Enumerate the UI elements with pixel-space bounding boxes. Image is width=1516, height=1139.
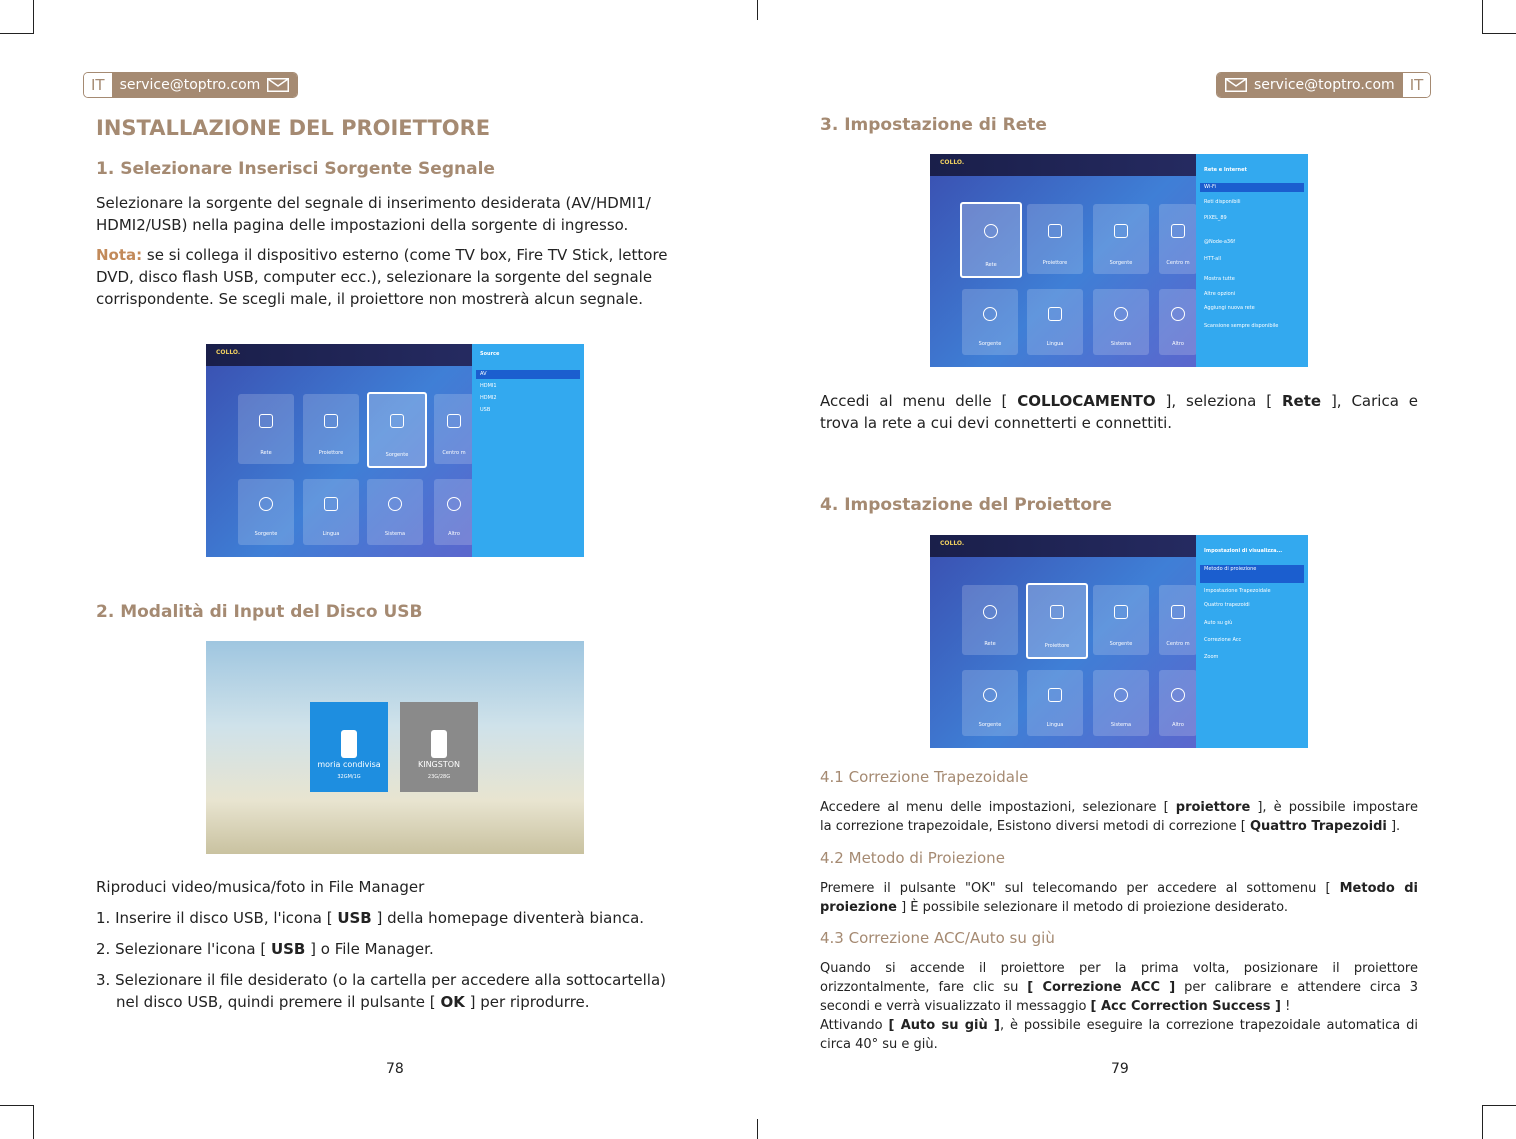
paragraph: Quando si accende il proiettore per la prima volta, posizionare il proiettore orizzontalmente, fare clic su [ Correzione ACC ] per calibrare e attendere circa 3 secondi e verrà visualizzato il messaggio [ Acc Correction Success ] ! Attivando [ Auto su giù ], è possibile eseguire la correzione trapezoidale automatica di circa 40° su e giù. <box>820 961 1418 1052</box>
language-code: IT <box>1403 73 1431 97</box>
source-settings-screenshot: COLLO. Rete Proiettore Sorgente Centro m Sorgente Lingua Sistema Altro Source AV HDMI1 HDMI2 USB <box>206 344 584 557</box>
email-link[interactable] <box>1217 73 1403 97</box>
crop-mark <box>1482 33 1516 34</box>
language-code: IT <box>84 73 112 97</box>
list-item: 3. Selezionare il file desiderato (o la cartella per accedere alla sottocartella) nel disco USB, quindi premere il pulsante [ OK ] per riprodurre. <box>96 971 666 1011</box>
list-intro: Riproduci video/musica/foto in File Manager <box>96 878 425 896</box>
section-heading: 2. Modalità di Input del Disco USB <box>96 602 423 622</box>
usb-drive-icon <box>341 730 357 758</box>
tile-proiettore: Proiettore <box>1026 583 1088 659</box>
envelope-icon <box>1225 78 1247 92</box>
usb-drive-icon <box>431 730 447 758</box>
usb-mode-screenshot <box>206 641 584 854</box>
crop-mark <box>757 1119 758 1139</box>
paragraph: Selezionare la sorgente del segnale di inserimento desiderata (AV/HDMI1/ HDMI2/USB) nella pagina delle impostazioni della sorgente di ingresso. <box>96 194 651 234</box>
tile-lingua: Lingua <box>303 479 359 545</box>
tile-sorgente: Sorgente <box>1093 585 1149 655</box>
list-item: 1. Inserire il disco USB, l'icona [ USB ] della homepage diventerà bianca. <box>96 909 645 927</box>
language-email-badge <box>83 72 298 98</box>
crop-mark <box>1482 1105 1483 1139</box>
crop-mark <box>1482 1105 1516 1106</box>
network-settings-screenshot: COLLO. Rete Proiettore Sorgente Centro m Sorgente Lingua Sistema Altro Rete e Internet Wi-Fi Reti disponibili PIXEL_89 @Node-a36f HTT-all Mostra tutte Altre opzioni Aggiungi nuova rete Scansione sempre disponibile <box>930 154 1308 367</box>
email-address: service@toptro.com <box>119 77 261 93</box>
email-address: service@toptro.com <box>1254 77 1395 93</box>
tile-centro: Centro m <box>1159 585 1197 655</box>
paragraph: Accedere al menu delle impostazioni, selezionare [ proiettore ], è possibile impostare la correzione trapezoidale, Esistono diversi metodi di correzione [ Quattro Trapezoidi ]. <box>820 800 1418 834</box>
tile-sorgente: Sorgente <box>1093 204 1149 274</box>
section-heading: 3. Impostazione di Rete <box>820 115 1047 135</box>
subsection-heading: 4.2 Metodo di Proiezione <box>820 849 1005 867</box>
tile-proiettore: Proiettore <box>303 394 359 464</box>
envelope-icon <box>267 78 289 92</box>
tile-sorgente-2: Sorgente <box>962 670 1018 736</box>
paragraph: Accedi al menu delle [ COLLOCAMENTO ], seleziona [ Rete ], Carica e trova la rete a cui devi connetterti e connettiti. <box>820 392 1418 432</box>
language-email-badge <box>1216 72 1431 98</box>
crop-mark <box>33 1105 34 1139</box>
crop-mark <box>33 0 34 34</box>
page-number: 79 <box>1111 1061 1129 1077</box>
page-title: INSTALLAZIONE DEL PROIETTORE <box>96 116 491 140</box>
tile-rete: Rete <box>238 394 294 464</box>
crop-mark <box>757 0 758 20</box>
crop-mark <box>0 1105 34 1106</box>
paragraph: Premere il pulsante "OK" sul telecomando per accedere al sottomenu [ Metodo di proiezione ] È possibile selezionare il metodo di proiezione desiderato. <box>820 881 1418 915</box>
tile-altro: Altro <box>1159 670 1197 736</box>
crop-mark <box>0 33 34 34</box>
tile-altro: Altro <box>434 479 474 545</box>
tile-sistema: Sistema <box>1093 670 1149 736</box>
tile-lingua: Lingua <box>1027 289 1083 355</box>
section-heading: 1. Selezionare Inserisci Sorgente Segnale <box>96 159 495 179</box>
tile-rete: Rete <box>960 202 1022 278</box>
subsection-heading: 4.1 Correzione Trapezoidale <box>820 768 1029 786</box>
tile-sorgente: Sorgente <box>367 392 427 468</box>
tile-altro: Altro <box>1159 289 1197 355</box>
email-link[interactable] <box>112 73 298 97</box>
tile-centro: Centro m <box>434 394 474 464</box>
note-paragraph: Nota: se si collega il dispositivo esterno (come TV box, Fire TV Stick, lettore DVD, disco flash USB, computer ecc.), selezionare la sorgente del segnale corrispondente. Se scegli male, il proiettore non mostrerà alcun segnale. <box>96 246 668 308</box>
tile-rete: Rete <box>962 585 1018 655</box>
tile-lingua: Lingua <box>1027 670 1083 736</box>
projector-settings-screenshot: COLLO. Rete Proiettore Sorgente Centro m Sorgente Lingua Sistema Altro Impostazioni di visualizza... Metodo di proiezione Impostazione Trapezoidale Quattro trapezoidi Auto su giù Correzione Acc Zoom <box>930 535 1308 748</box>
tile-proiettore: Proiettore <box>1027 204 1083 274</box>
tile-sorgente-2: Sorgente <box>238 479 294 545</box>
tile-sistema: Sistema <box>367 479 423 545</box>
section-heading: 4. Impostazione del Proiettore <box>820 495 1112 515</box>
tile-sorgente-2: Sorgente <box>962 289 1018 355</box>
usb-tile-kingston: KINGSTON 23G/28G <box>400 702 478 792</box>
tile-sistema: Sistema <box>1093 289 1149 355</box>
list-item: 2. Selezionare l'icona [ USB ] o File Manager. <box>96 940 434 958</box>
note-label: Nota: <box>96 246 143 264</box>
subsection-heading: 4.3 Correzione ACC/Auto su giù <box>820 929 1055 947</box>
usb-tile-shared: moria condivisa 32GM/1G <box>310 702 388 792</box>
tile-centro: Centro m <box>1159 204 1197 274</box>
page-number: 78 <box>386 1061 404 1077</box>
crop-mark <box>1482 0 1483 34</box>
